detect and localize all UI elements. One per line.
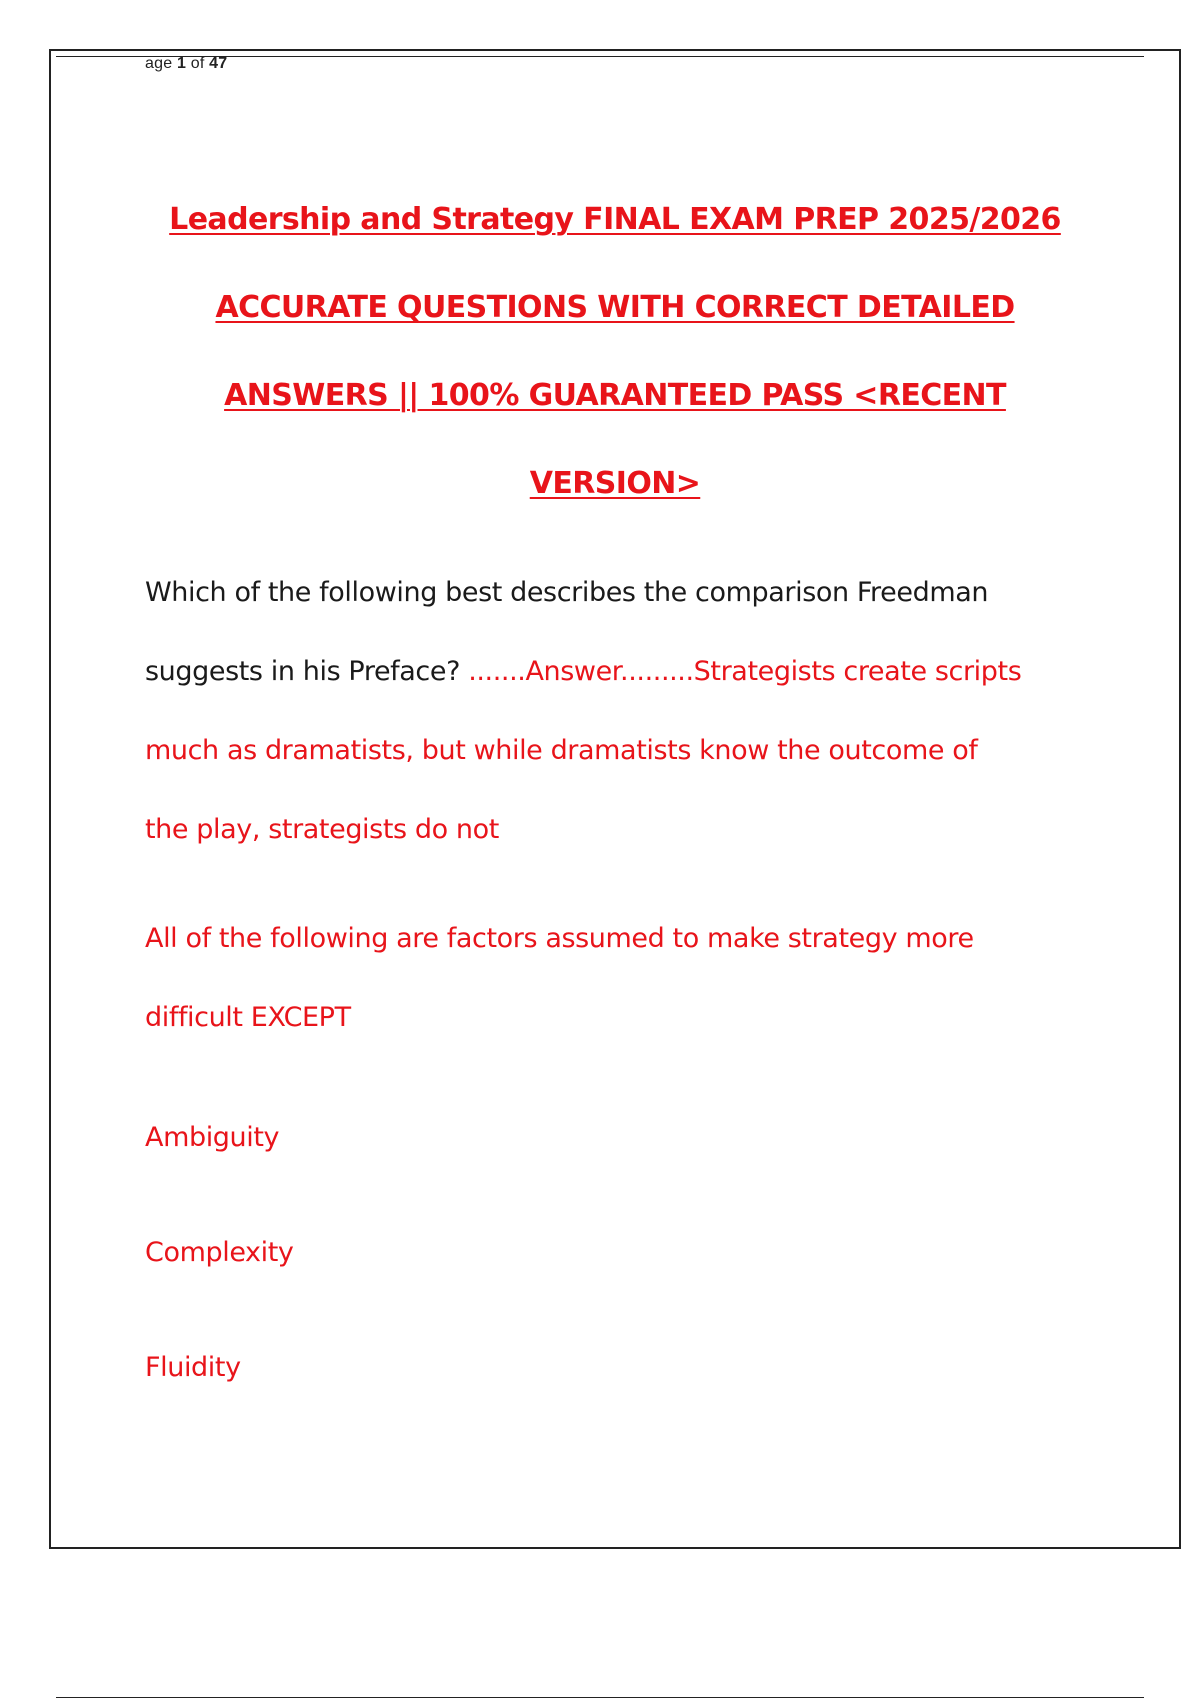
question-2 [145,914,1105,1072]
title-line-4-text: VERSION> [529,466,701,501]
page-number-current: 1 [176,55,187,72]
question-1-line-2 [145,647,1105,726]
question-1-line-1: Which of the following best describes the comparison Freedman [145,577,989,608]
question-1-answer-line-3: much as dramatists, but while dramatists know the outcome of [145,735,978,766]
title-line-1-text: Leadership and Strategy FINAL EXAM PREP 2025/2026 [169,202,1061,237]
footer-rule [56,1697,1144,1698]
title-line-1 [130,176,1100,264]
title-line-2-text: ACCURATE QUESTIONS WITH CORRECT DETAILED [215,290,1015,325]
title-line-3 [130,352,1100,440]
page-number-total: 47 [209,55,228,72]
question-1-answer-start: .......Answer.........Strategists create scripts [468,656,1022,687]
document-title [130,176,1100,528]
question-1-answer-line-4: the play, strategists do not [145,814,499,845]
page-number-prefix: age [145,55,173,72]
question-2-option-ambiguity: Ambiguity [145,1122,280,1153]
question-1-prompt-end: suggests in his Preface? [145,656,469,687]
question-2-line-1: All of the following are factors assumed to make strategy more [145,923,974,954]
title-line-4 [130,440,1100,528]
title-line-3-text: ANSWERS || 100% GUARANTEED PASS <RECENT [224,378,1006,413]
question-2-option-complexity: Complexity [145,1237,294,1268]
question-2-line-2: difficult EXCEPT [145,1002,351,1033]
question-2-option-fluidity: Fluidity [145,1352,241,1383]
question-1 [145,568,1105,884]
page-number [145,54,227,74]
title-line-2 [130,264,1100,352]
page-number-of: of [190,55,205,72]
